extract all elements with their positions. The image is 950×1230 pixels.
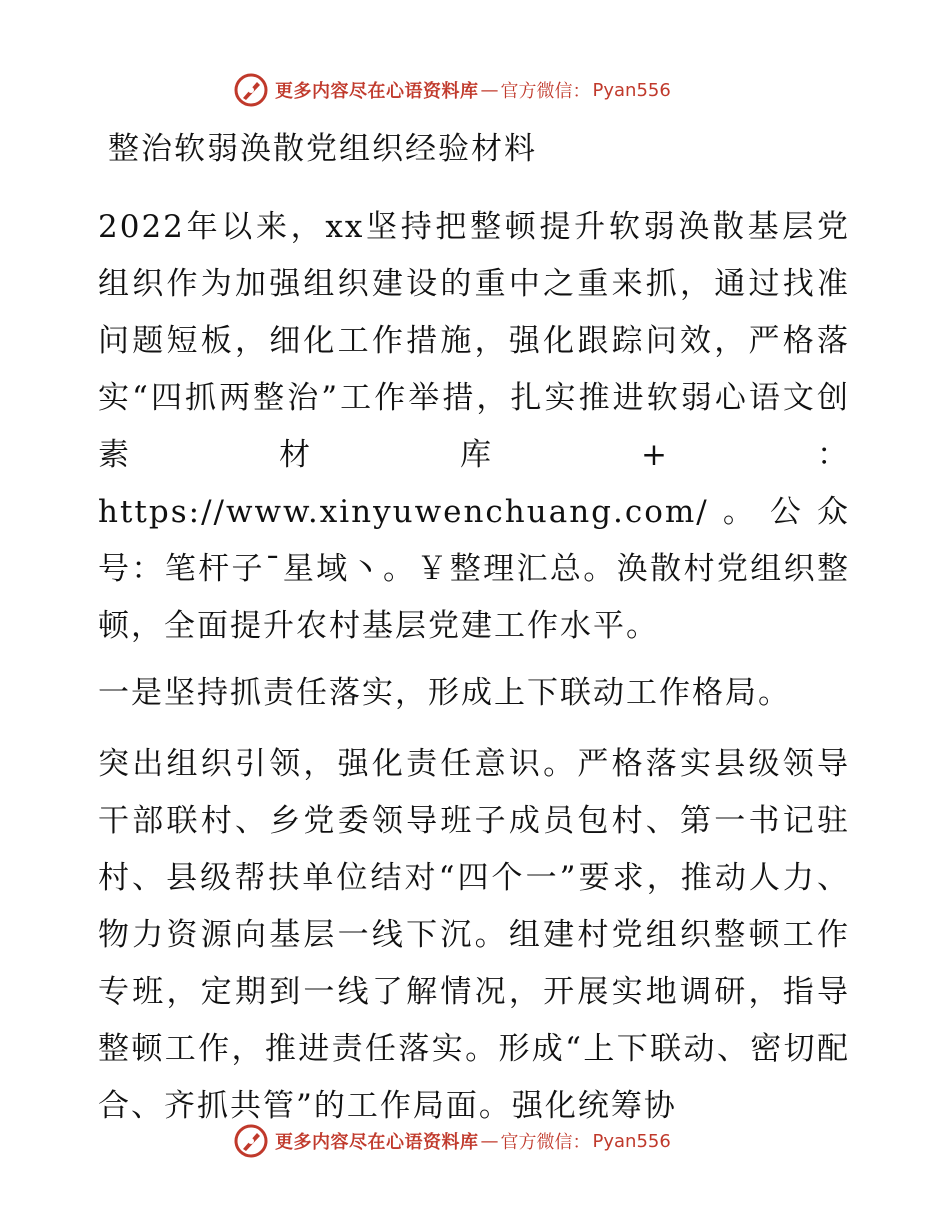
- watermark-brand: 更多内容尽在心语资料库: [275, 1132, 479, 1153]
- section-heading: 一是坚持抓责任落实，形成上下联动工作格局。: [98, 675, 791, 711]
- paragraph-intro: 2022年以来，xx坚持把整顿提升软弱涣散基层党组织作为加强组织建设的重中之重来抓，通过找准问题短板，细化工作措施，强化跟踪问效，严格落实“四抓两整治”工作举措，扎实推进软弱心语文创素材库+：https://www.xinyuwenchuang.com/。公众号：笔杆子¯星域丶。￥整理汇总。涣散村党组织整顿，全面提升农村基层党建工作水平。: [98, 209, 850, 644]
- watermark-tagline: 官方微信：: [500, 81, 591, 102]
- watermark-separator: —: [480, 1130, 499, 1152]
- watermark-separator: —: [480, 79, 499, 101]
- document-body: [98, 125, 850, 1135]
- watermark-footer: [233, 1121, 671, 1161]
- quill-seal-icon: [233, 72, 269, 108]
- document-title: 整治软弱涣散党组织经验材料: [108, 131, 537, 167]
- watermark-account: Pyan556: [592, 79, 671, 101]
- quill-seal-icon: [233, 1123, 269, 1159]
- watermark-brand: 更多内容尽在心语资料库: [275, 81, 479, 102]
- watermark-account: Pyan556: [592, 1130, 671, 1152]
- watermark-header: [233, 70, 671, 110]
- paragraph-body: 突出组织引领，强化责任意识。严格落实县级领导干部联村、乡党委领导班子成员包村、第一书记驻村、县级帮扶单位结对“四个一”要求，推动人力、物力资源向基层一线下沉。组建村党组织整顿工作专班，定期到一线了解情况，开展实地调研，指导整顿工作，推进责任落实。形成“上下联动、密切配合、齐抓共管”的工作局面。强化统筹协: [98, 746, 850, 1124]
- watermark-tagline: 官方微信：: [500, 1132, 591, 1153]
